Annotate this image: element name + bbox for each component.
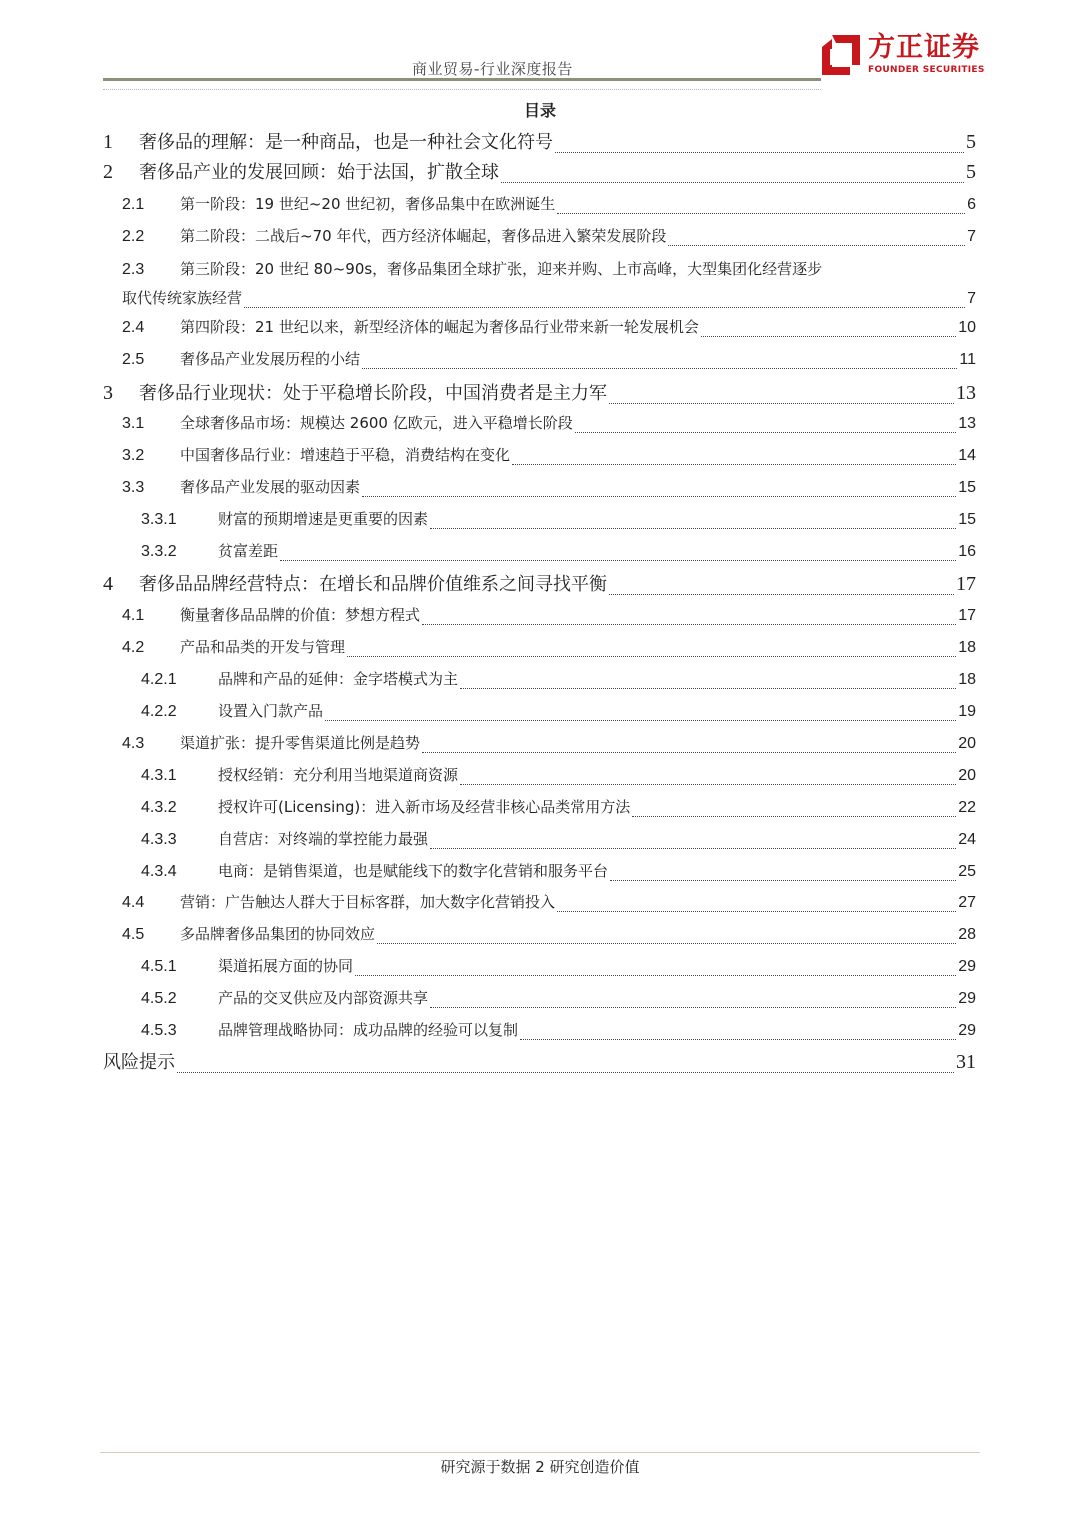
toc-entry[interactable]	[141, 540, 976, 566]
toc-entry[interactable]	[141, 1019, 976, 1045]
toc-entry-page: 31	[956, 1051, 976, 1073]
toc-entry[interactable]	[141, 955, 976, 981]
toc-entry[interactable]	[122, 604, 976, 630]
header-divider	[103, 78, 821, 81]
toc-entry[interactable]	[122, 444, 976, 470]
toc-dot-leader	[430, 528, 956, 529]
toc-entry-number: 4.3.1	[141, 767, 177, 784]
toc-entry[interactable]	[122, 316, 976, 342]
toc-entry-number: 4.5.2	[141, 990, 177, 1007]
logo-name-en: FOUNDER SECURITIES	[868, 65, 985, 75]
toc-dot-leader	[244, 307, 965, 308]
toc-entry[interactable]	[122, 732, 976, 758]
toc-entry[interactable]	[103, 1048, 976, 1078]
toc-dot-leader	[460, 688, 956, 689]
toc-entry-number: 3	[103, 382, 113, 404]
toc-entry[interactable]	[141, 700, 976, 726]
toc-entry-page: 29	[958, 1022, 976, 1039]
toc-entry-page: 19	[958, 703, 976, 720]
toc-dot-leader	[377, 943, 956, 944]
toc-entry-title: 奢侈品产业发展的驱动因素	[180, 478, 361, 496]
toc-entry-number: 4.3.3	[141, 831, 177, 848]
toc-dot-leader	[347, 656, 956, 657]
toc-entry[interactable]	[141, 668, 976, 694]
toc-dot-leader	[501, 182, 964, 183]
toc-dot-leader	[632, 816, 956, 817]
toc-entry-title: 奢侈品产业发展历程的小结	[180, 350, 361, 368]
toc-entry-number: 4.1	[122, 607, 145, 624]
toc-entry-title: 授权经销：充分利用当地渠道商资源	[218, 766, 459, 784]
toc-entry-continuation[interactable]	[122, 287, 976, 313]
toc-entry-title: 第一阶段：19 世纪~20 世纪初，奢侈品集中在欧洲诞生	[180, 195, 556, 213]
toc-entry-page: 24	[958, 831, 976, 848]
toc-entry-number: 3.3.1	[141, 511, 177, 528]
toc-entry-number: 2.2	[122, 228, 145, 245]
toc-entry-number: 4.3.4	[141, 863, 177, 880]
toc-entry-page: 7	[967, 228, 976, 245]
toc-entry[interactable]	[122, 348, 976, 374]
toc-entry-page: 16	[958, 543, 976, 560]
toc-dot-leader	[362, 368, 957, 369]
toc-entry-title: 营销：广告触达人群大于目标客群，加大数字化营销投入	[180, 893, 556, 911]
toc-dot-leader	[512, 464, 956, 465]
toc-entry-number: 2.4	[122, 319, 145, 336]
toc-dot-leader	[177, 1072, 954, 1073]
toc-dot-leader	[355, 975, 956, 976]
toc-dot-leader	[609, 594, 954, 595]
toc-entry[interactable]	[141, 764, 976, 790]
toc-entry-page: 13	[956, 382, 976, 404]
toc-dot-leader	[422, 624, 956, 625]
toc-entry-page: 5	[966, 161, 976, 183]
toc-dot-leader	[280, 560, 956, 561]
toc-entry-number: 4.2.1	[141, 671, 177, 688]
toc-dot-leader	[555, 152, 964, 153]
toc-dot-leader	[430, 1007, 956, 1008]
toc-dot-leader	[575, 432, 956, 433]
toc-entry-page: 27	[958, 894, 976, 911]
toc-entry-title: 授权许可(Licensing)：进入新市场及经营非核心品类常用方法	[218, 798, 631, 816]
toc-entry-page: 20	[958, 735, 976, 752]
toc-entry-page: 5	[966, 131, 976, 153]
toc-entry-title: 设置入门款产品	[218, 702, 324, 720]
toc-entry[interactable]	[103, 570, 976, 600]
toc-entry[interactable]	[103, 379, 976, 409]
toc-entry-number: 4.5	[122, 926, 145, 943]
toc-dot-leader	[610, 880, 956, 881]
toc-entry-title: 奢侈品行业现状：处于平稳增长阶段，中国消费者是主力军	[139, 383, 607, 404]
toc-entry-title: 产品和品类的开发与管理	[180, 638, 346, 656]
toc-entry-page: 11	[959, 351, 976, 368]
toc-entry-page: 14	[958, 447, 976, 464]
toc-dot-leader	[557, 213, 965, 214]
toc-entry[interactable]	[122, 476, 976, 502]
toc-entry-page: 15	[958, 479, 976, 496]
toc-entry-page: 7	[967, 290, 976, 307]
toc-dot-leader	[557, 911, 956, 912]
toc-entry[interactable]	[122, 225, 976, 251]
toc-dot-leader	[430, 848, 956, 849]
toc-entry-page: 25	[958, 863, 976, 880]
toc-entry-page: 28	[958, 926, 976, 943]
toc-entry[interactable]	[141, 987, 976, 1013]
toc-entry-page: 20	[958, 767, 976, 784]
toc-entry-number: 4.5.3	[141, 1022, 177, 1039]
toc-dot-leader	[668, 245, 965, 246]
toc-entry[interactable]	[103, 128, 976, 158]
toc-entry[interactable]	[141, 508, 976, 534]
toc-entry-page: 18	[958, 639, 976, 656]
founder-securities-logo	[822, 32, 985, 82]
toc-entry-title: 贫富差距	[218, 542, 279, 560]
toc-entry-number: 4.5.1	[141, 958, 177, 975]
toc-entry[interactable]	[122, 891, 976, 917]
toc-entry-title: 电商：是销售渠道，也是赋能线下的数字化营销和服务平台	[218, 862, 609, 880]
toc-entry-number: 3.2	[122, 447, 145, 464]
toc-entry-number: 2.1	[122, 196, 145, 213]
toc-entry-page: 22	[958, 799, 976, 816]
toc-entry-title: 奢侈品产业的发展回顾：始于法国，扩散全球	[139, 162, 499, 183]
toc-entry-title: 财富的预期增速是更重要的因素	[218, 510, 429, 528]
toc-entry-number: 4	[103, 573, 113, 595]
toc-entry-number: 4.4	[122, 894, 145, 911]
toc-entry-title: 奢侈品品牌经营特点：在增长和品牌价值维系之间寻找平衡	[139, 574, 607, 595]
header-dotted-divider	[103, 89, 821, 90]
toc-dot-leader	[325, 720, 956, 721]
toc-entry-number: 3.1	[122, 415, 145, 432]
toc-entry[interactable]	[141, 796, 976, 822]
toc-dot-leader	[609, 403, 954, 404]
toc-entry[interactable]	[141, 860, 976, 886]
toc-entry-number: 2	[103, 161, 113, 183]
toc-entry-page: 17	[956, 573, 976, 595]
toc-entry-page: 6	[967, 196, 976, 213]
toc-entry-title: 风险提示	[103, 1052, 175, 1073]
toc-entry[interactable]	[141, 828, 976, 854]
toc-entry-title: 产品的交叉供应及内部资源共享	[218, 989, 429, 1007]
toc-entry-number: 2.3	[122, 261, 145, 278]
footer-divider	[100, 1452, 980, 1453]
toc-entry-page: 29	[958, 990, 976, 1007]
toc-entry-page: 29	[958, 958, 976, 975]
toc-entry[interactable]	[122, 923, 976, 949]
toc-entry-title: 品牌管理战略协同：成功品牌的经验可以复制	[218, 1021, 519, 1039]
toc-entry-page: 17	[958, 607, 976, 624]
toc-dot-leader	[520, 1039, 956, 1040]
toc-entry-title: 全球奢侈品市场：规模达 2600 亿欧元，进入平稳增长阶段	[180, 414, 573, 432]
toc-entry[interactable]	[122, 258, 822, 279]
toc-entry-number: 4.2.2	[141, 703, 177, 720]
toc-entry-number: 4.3	[122, 735, 145, 752]
toc-entry-title: 第三阶段：20 世纪 80~90s，奢侈品集团全球扩张，迎来并购、上市高峰，大型集团化经营逐步	[180, 260, 823, 278]
toc-heading: 目录	[523, 101, 556, 120]
toc-entry[interactable]	[122, 193, 976, 219]
toc-entry-number: 2.5	[122, 351, 145, 368]
report-category-title: 商业贸易-行业深度报告	[412, 60, 573, 78]
toc-entry-title: 第二阶段：二战后~70 年代，西方经济体崛起，奢侈品进入繁荣发展阶段	[180, 227, 667, 245]
toc-entry-title: 中国奢侈品行业：增速趋于平稳，消费结构在变化	[180, 446, 511, 464]
toc-entry[interactable]	[122, 412, 976, 438]
toc-dot-leader	[422, 752, 956, 753]
toc-entry-page: 10	[958, 319, 976, 336]
toc-entry-page: 13	[958, 415, 976, 432]
founder-logo-mark-icon	[822, 35, 860, 75]
toc-entry-title: 渠道拓展方面的协同	[218, 957, 354, 975]
toc-dot-leader	[362, 496, 956, 497]
footer-slogan: 研究源于数据 2 研究创造价值	[440, 1458, 640, 1476]
toc-entry[interactable]	[122, 636, 976, 662]
toc-dot-leader	[460, 784, 956, 785]
toc-entry-title: 自营店：对终端的掌控能力最强	[218, 830, 429, 848]
toc-entry-title-cont: 取代传统家族经营	[122, 289, 243, 307]
toc-entry-number: 4.3.2	[141, 799, 177, 816]
toc-entry-number: 3.3	[122, 479, 145, 496]
toc-entry-title: 衡量奢侈品品牌的价值：梦想方程式	[180, 606, 421, 624]
toc-entry-title: 第四阶段：21 世纪以来，新型经济体的崛起为奢侈品行业带来新一轮发展机会	[180, 318, 699, 336]
toc-entry-title: 奢侈品的理解：是一种商品，也是一种社会文化符号	[139, 132, 553, 153]
toc-entry[interactable]	[103, 158, 976, 188]
logo-name-cn: 方正证券	[868, 32, 980, 63]
toc-entry-page: 15	[958, 511, 976, 528]
toc-entry-page: 18	[958, 671, 976, 688]
toc-dot-leader	[701, 336, 956, 337]
toc-entry-number: 3.3.2	[141, 543, 177, 560]
toc-entry-number: 4.2	[122, 639, 145, 656]
toc-entry-number: 1	[103, 131, 113, 153]
toc-entry-title: 渠道扩张：提升零售渠道比例是趋势	[180, 734, 421, 752]
toc-entry-title: 品牌和产品的延伸：金字塔模式为主	[218, 670, 459, 688]
toc-entry-title: 多品牌奢侈品集团的协同效应	[180, 925, 376, 943]
